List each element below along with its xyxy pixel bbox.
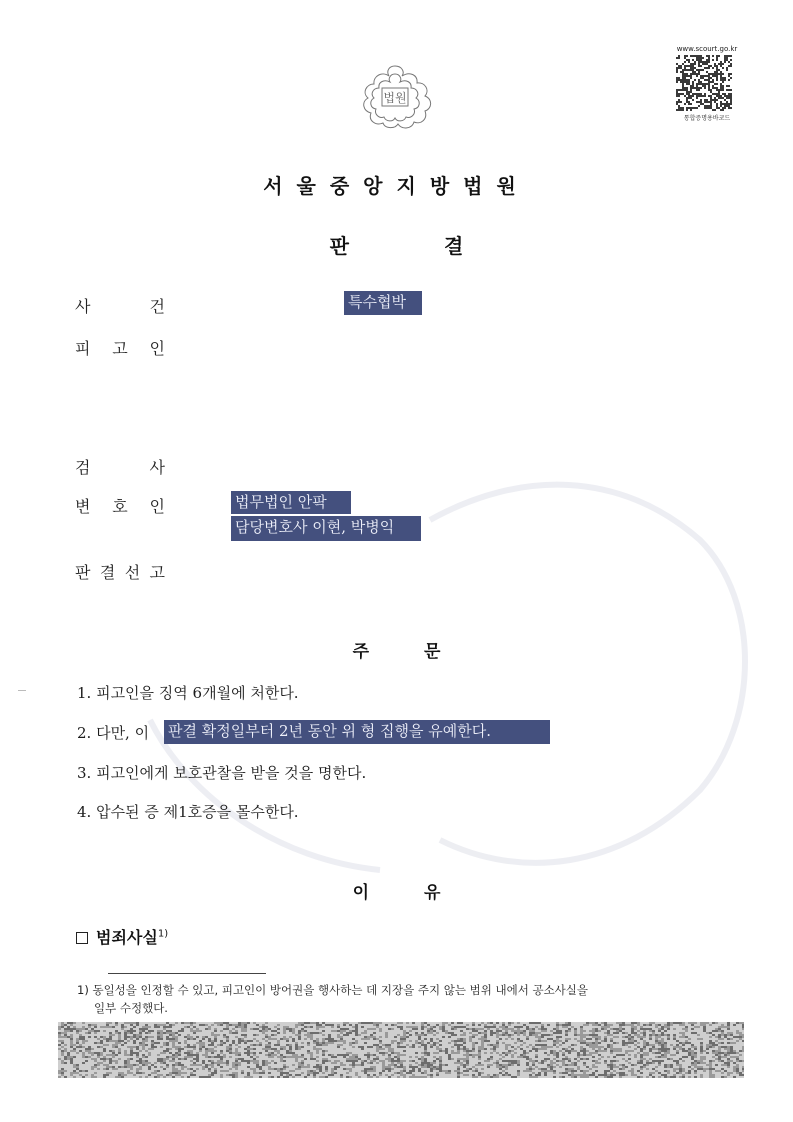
document-title-text: 판 결 [329,234,464,258]
seal-text: 법원 [383,91,407,105]
counsel-firm: 법무법인 안팍 [231,491,351,514]
footnote-number: 1) [77,983,89,997]
order-item-4: 4. 압수된 증 제1호증을 몰수한다. [77,803,299,821]
order-heading [0,637,793,662]
sentence-date-label [75,560,165,583]
court-name: 서울중앙지방법원 [263,174,530,198]
label-char: 검 [75,458,91,477]
redacted-sentence-date [230,556,340,584]
footnote-line-1: 동일성을 인정할 수 있고, 피고인이 방어권을 행사하는 데 지장을 주지 않는 범위 내에서 공소사실을 [92,983,589,997]
order-heading-text: 주 문 [352,642,441,662]
defendant-label [75,336,165,359]
scan-noise-strip [58,1022,744,1078]
order-item-2-prefix: 2. 다만, 이 [77,724,150,742]
label-char: 피 [75,339,91,358]
label-char: 결 [99,563,116,582]
qr-url: www.scourt.go.kr [676,45,738,53]
reasons-heading-text: 이 유 [352,883,441,903]
label-char: 고 [149,563,165,582]
margin-mark [18,690,26,691]
counsel-label [75,494,165,517]
label-char: 사 [149,458,165,477]
redacted-defendant-info [230,330,725,440]
label-char: 인 [149,339,165,358]
reasons-heading [0,878,793,903]
qr-caption: 통합증명용바코드 [683,115,731,122]
label-char: 건 [149,297,165,316]
footnote-line-2: 일부 수정했다. [94,1001,168,1015]
label-char: 변 [75,497,91,516]
label-char: 고 [112,339,128,358]
order-item-1: 1. 피고인을 징역 6개월에 처한다. [77,684,299,702]
case-label [75,294,165,317]
footnote [77,981,737,1017]
crime-facts-text: 범죄사실 [96,928,158,947]
label-char: 사 [75,297,91,316]
label-char: 인 [149,497,165,516]
footnote-rule [108,973,266,974]
redacted-case-number [230,290,342,316]
label-char: 선 [124,563,141,582]
label-char: 판 [75,563,91,582]
court-seal-icon [355,62,435,130]
order-item-2-probation: 판결 확정일부터 2년 동안 위 형 집행을 유예한다. [164,720,550,744]
counsel-lawyers: 담당변호사 이현, 박병익 [231,516,421,541]
checkbox-square-icon [76,932,88,944]
label-char: 호 [112,497,128,516]
footnote-ref[interactable]: 1) [157,928,169,940]
order-item-3: 3. 피고인에게 보호관찰을 받을 것을 명한다. [77,764,367,782]
crime-facts-heading [76,925,168,948]
document-title [0,230,793,259]
case-name: 특수협박 [344,291,422,315]
redacted-prosecutor [230,450,725,478]
qr-code-icon[interactable] [676,55,732,111]
prosecutor-label [75,455,165,478]
